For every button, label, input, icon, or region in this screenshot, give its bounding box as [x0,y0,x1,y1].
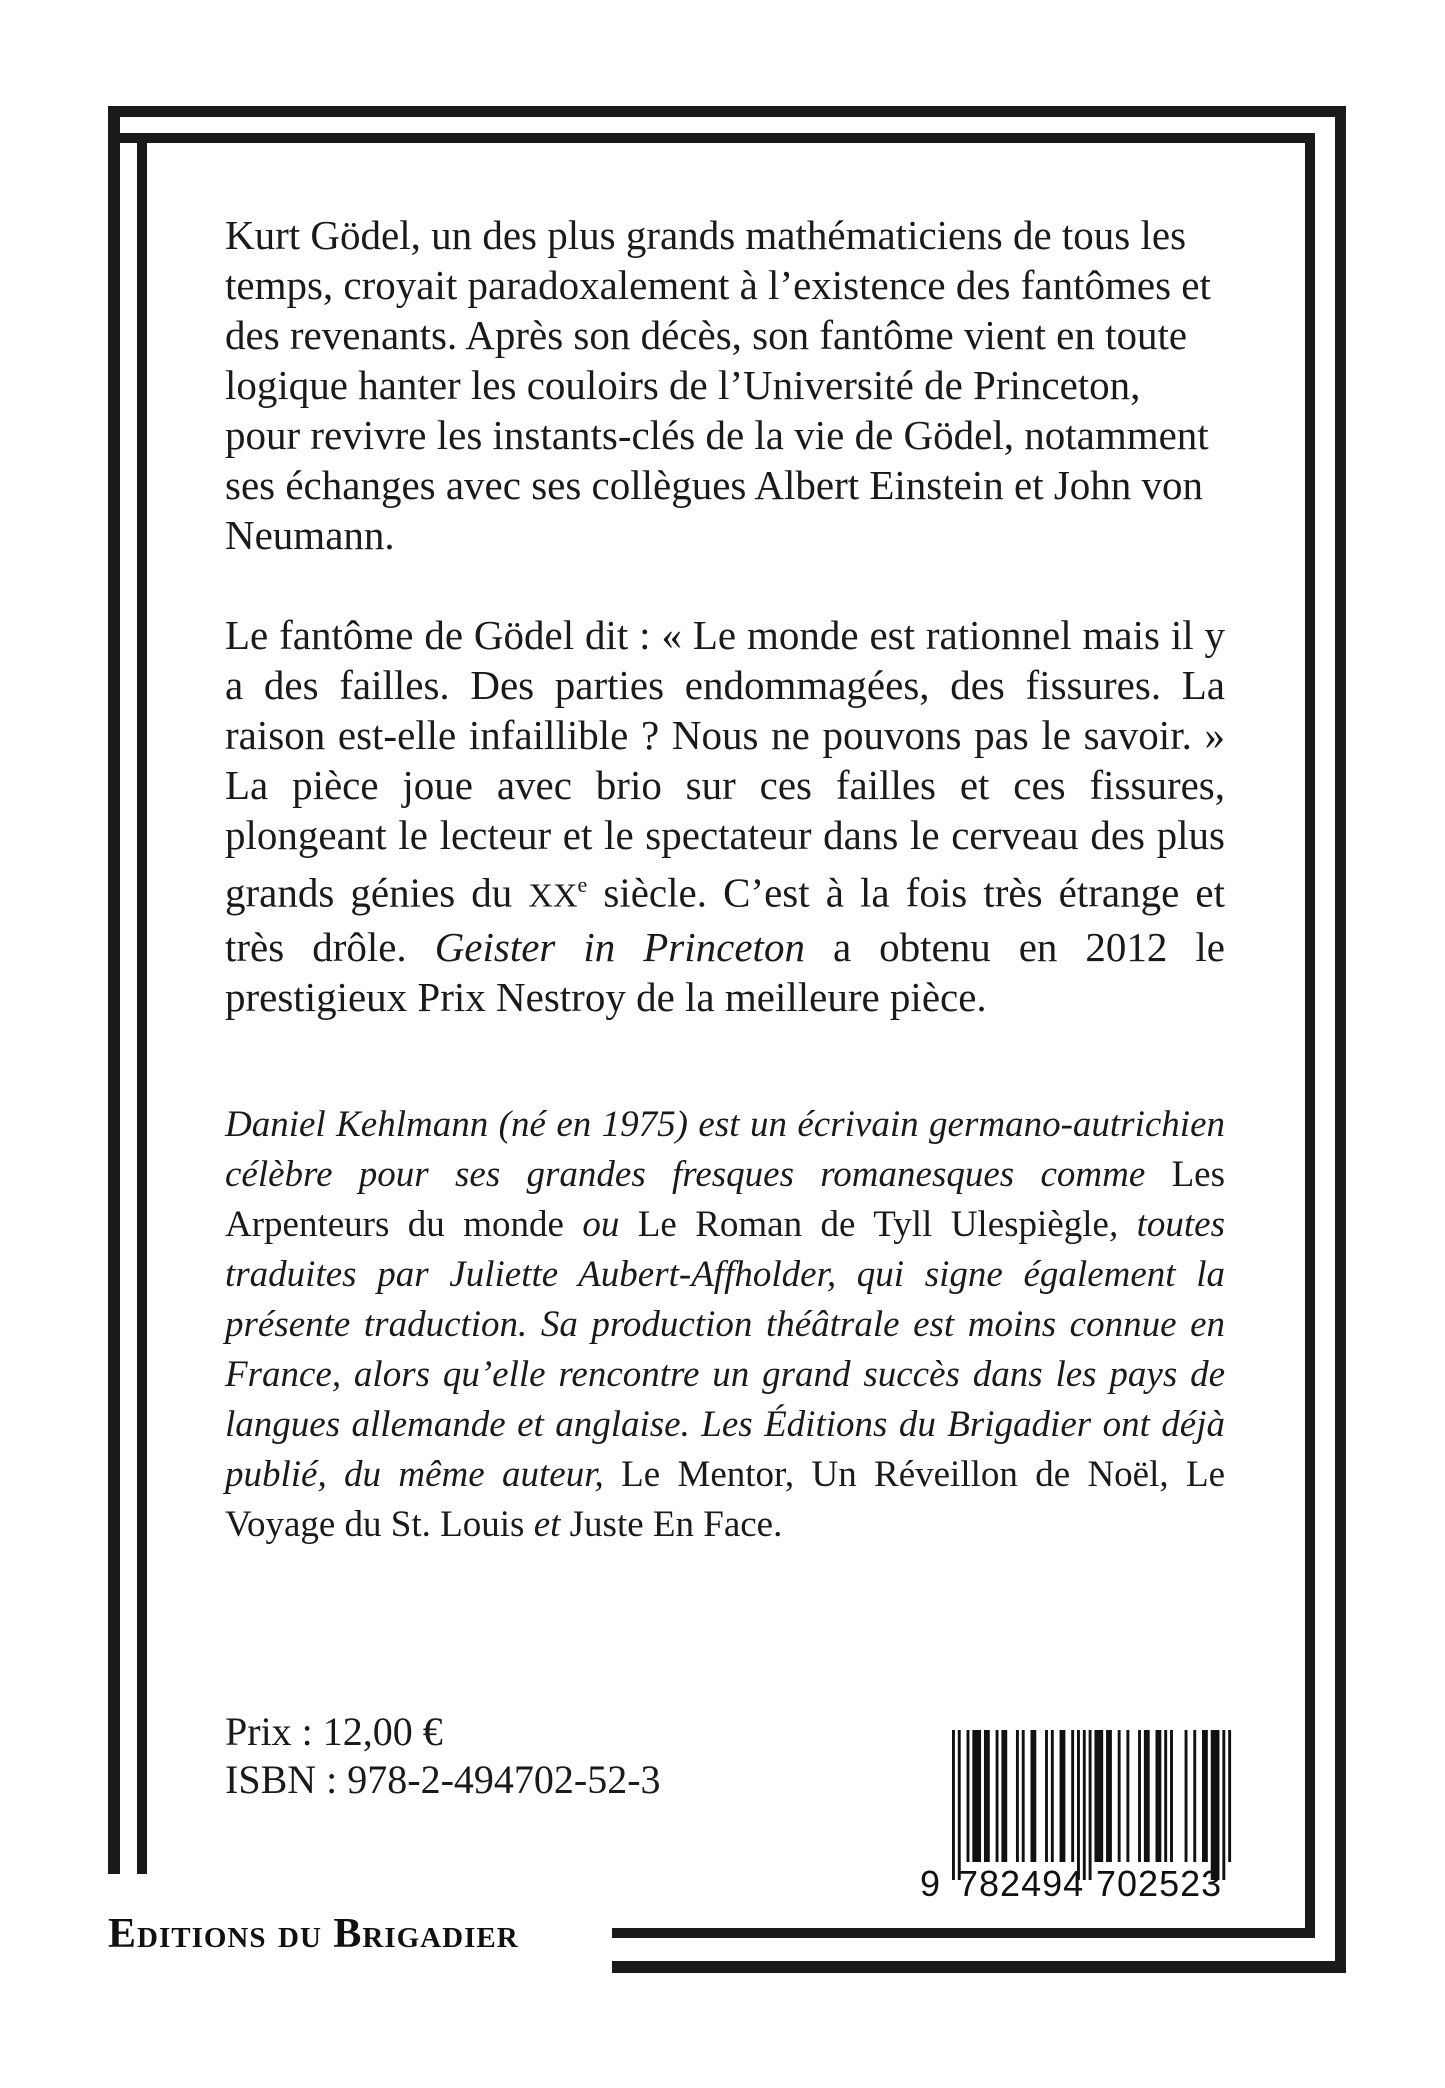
barcode-bar [1077,1730,1080,1880]
synopsis-paragraph: Kurt Gödel, un des plus grands mathématiciens de tous les temps, croyait paradoxalement à l’existence des fantômes et des revenants. Après son décès, son fantôme vient en toute logique hanter les couloirs de l’Université de Princeton, pour revivre les instants-clés de la vie de Gödel, notamment ses échanges avec ses collègues Albert Einstein et John von Neumann. [225,212,1211,558]
book-title-mentor: Le Mentor [621,1453,785,1495]
barcode-bar [1144,1730,1150,1862]
barcode-bar [952,1730,955,1880]
barcode-bar [1185,1730,1188,1862]
barcode-bar [1060,1730,1066,1862]
isbn-label: ISBN : 978-2-494702-52-3 [225,1757,661,1802]
isbn-barcode [916,1730,1238,1905]
bio-text-2: ou [563,1203,638,1245]
barcode-bar [1022,1730,1025,1862]
barcode-bar [1164,1730,1167,1862]
award-text: a obtenu en 2012 le prestigieux Prix Nestroy de la meilleure pièce. [225,923,1225,1020]
bio-text-5: , [1159,1453,1186,1495]
barcode-bar [1228,1730,1231,1862]
barcode-bar [1222,1730,1225,1880]
bio-text-6: et [524,1503,570,1545]
frame-top-inner-rule [108,133,1314,143]
barcode-bar [972,1730,981,1862]
bio-text-4: , [784,1453,812,1495]
barcode-bar [1045,1730,1048,1862]
quote-text: Le fantôme de Gödel dit : « Le monde est rationnel mais il y a des failles. Des parties endommagées, des fissures. La raison est-elle infaillible ? Nous ne pouvons pas le savoir. » La pièce joue avec brio sur ces failles et ces fissures, plongeant le lecteur et le spectateur dans le cerveau des plus grands génies du [225,612,1225,916]
century-superscript: e [577,872,588,897]
frame-left-inner-rule [137,133,147,1874]
barcode-bar [1193,1730,1196,1862]
barcode-bar [1211,1730,1220,1880]
barcode-bar [1001,1730,1007,1862]
back-cover-text [225,210,1225,1550]
century-numeral: XX [528,877,578,915]
book-title-arpenteurs: Les Arpenteurs du monde [225,1153,1225,1245]
barcode-left-group: 782494 [958,1863,1085,1904]
barcode-bar [1089,1730,1092,1880]
book-title-voyage: Le Voyage du St. Louis [225,1453,1225,1545]
play-title: Geister in Princeton [434,923,805,970]
frame-left-outer-rule [108,106,120,1874]
frame-right-outer-rule [1335,106,1346,1973]
barcode-bar [1071,1730,1074,1862]
bio-text-1: Daniel Kehlmann (né en 1975) est un écrivain germano-autrichien célèbre pour ses grandes fresques romanesques comme [225,1103,1225,1195]
barcode-bar [1156,1730,1162,1862]
barcode-digits [916,1864,1238,1904]
barcode-bar [1202,1730,1208,1862]
price-label: Prix : 12,00 € [225,1709,443,1754]
barcode-bar [1016,1730,1019,1862]
frame-right-inner-rule [1305,133,1315,1938]
barcode-bar [967,1730,970,1862]
barcode-bar [1094,1730,1103,1862]
barcode-bar [984,1730,990,1862]
barcode-bar [1170,1730,1173,1862]
quote-paragraph [225,610,1225,1022]
barcode-bar [996,1730,999,1862]
author-bio-paragraph [225,1100,1225,1550]
barcode-bar [1030,1730,1036,1862]
book-title-juste-en-face: Juste En Face [569,1503,774,1545]
barcode-right-group: 702523 [1096,1863,1223,1904]
frame-top-outer-rule [108,106,1346,117]
barcode-bar [1118,1730,1121,1862]
bottom-rule-lower [612,1961,1346,1973]
barcode-bar [1083,1730,1086,1880]
book-title-reveillon: Un Réveillon de Noël [811,1453,1160,1495]
barcode-first-digit: 9 [920,1863,941,1904]
barcode-bar [1106,1730,1112,1862]
bottom-rule-upper [612,1928,1314,1938]
publisher-name: Editions du Brigadier [108,1911,519,1957]
bio-text-3: , toutes traduites par Juliette Aubert-Affholder, qui signe également la présente traduction. Sa production théâtrale est moins connue en France, alors qu’elle rencontre un grand succès dans les pays de langues allemande et anglaise. Les Éditions du Brigadier ont déjà publié, du même auteur, [225,1203,1225,1495]
book-title-tyll: Le Roman de Tyll Ulespiègle [637,1203,1109,1245]
barcode-bar [1051,1730,1054,1862]
quote-text-continued: siècle. C’est à la fois très étrange et très drôle. [225,869,1225,970]
barcode-bar [958,1730,961,1880]
price-and-isbn [225,1708,661,1804]
barcode-bar [1138,1730,1141,1862]
bio-text-7: . [773,1503,783,1545]
barcode-bar [1126,1730,1129,1862]
